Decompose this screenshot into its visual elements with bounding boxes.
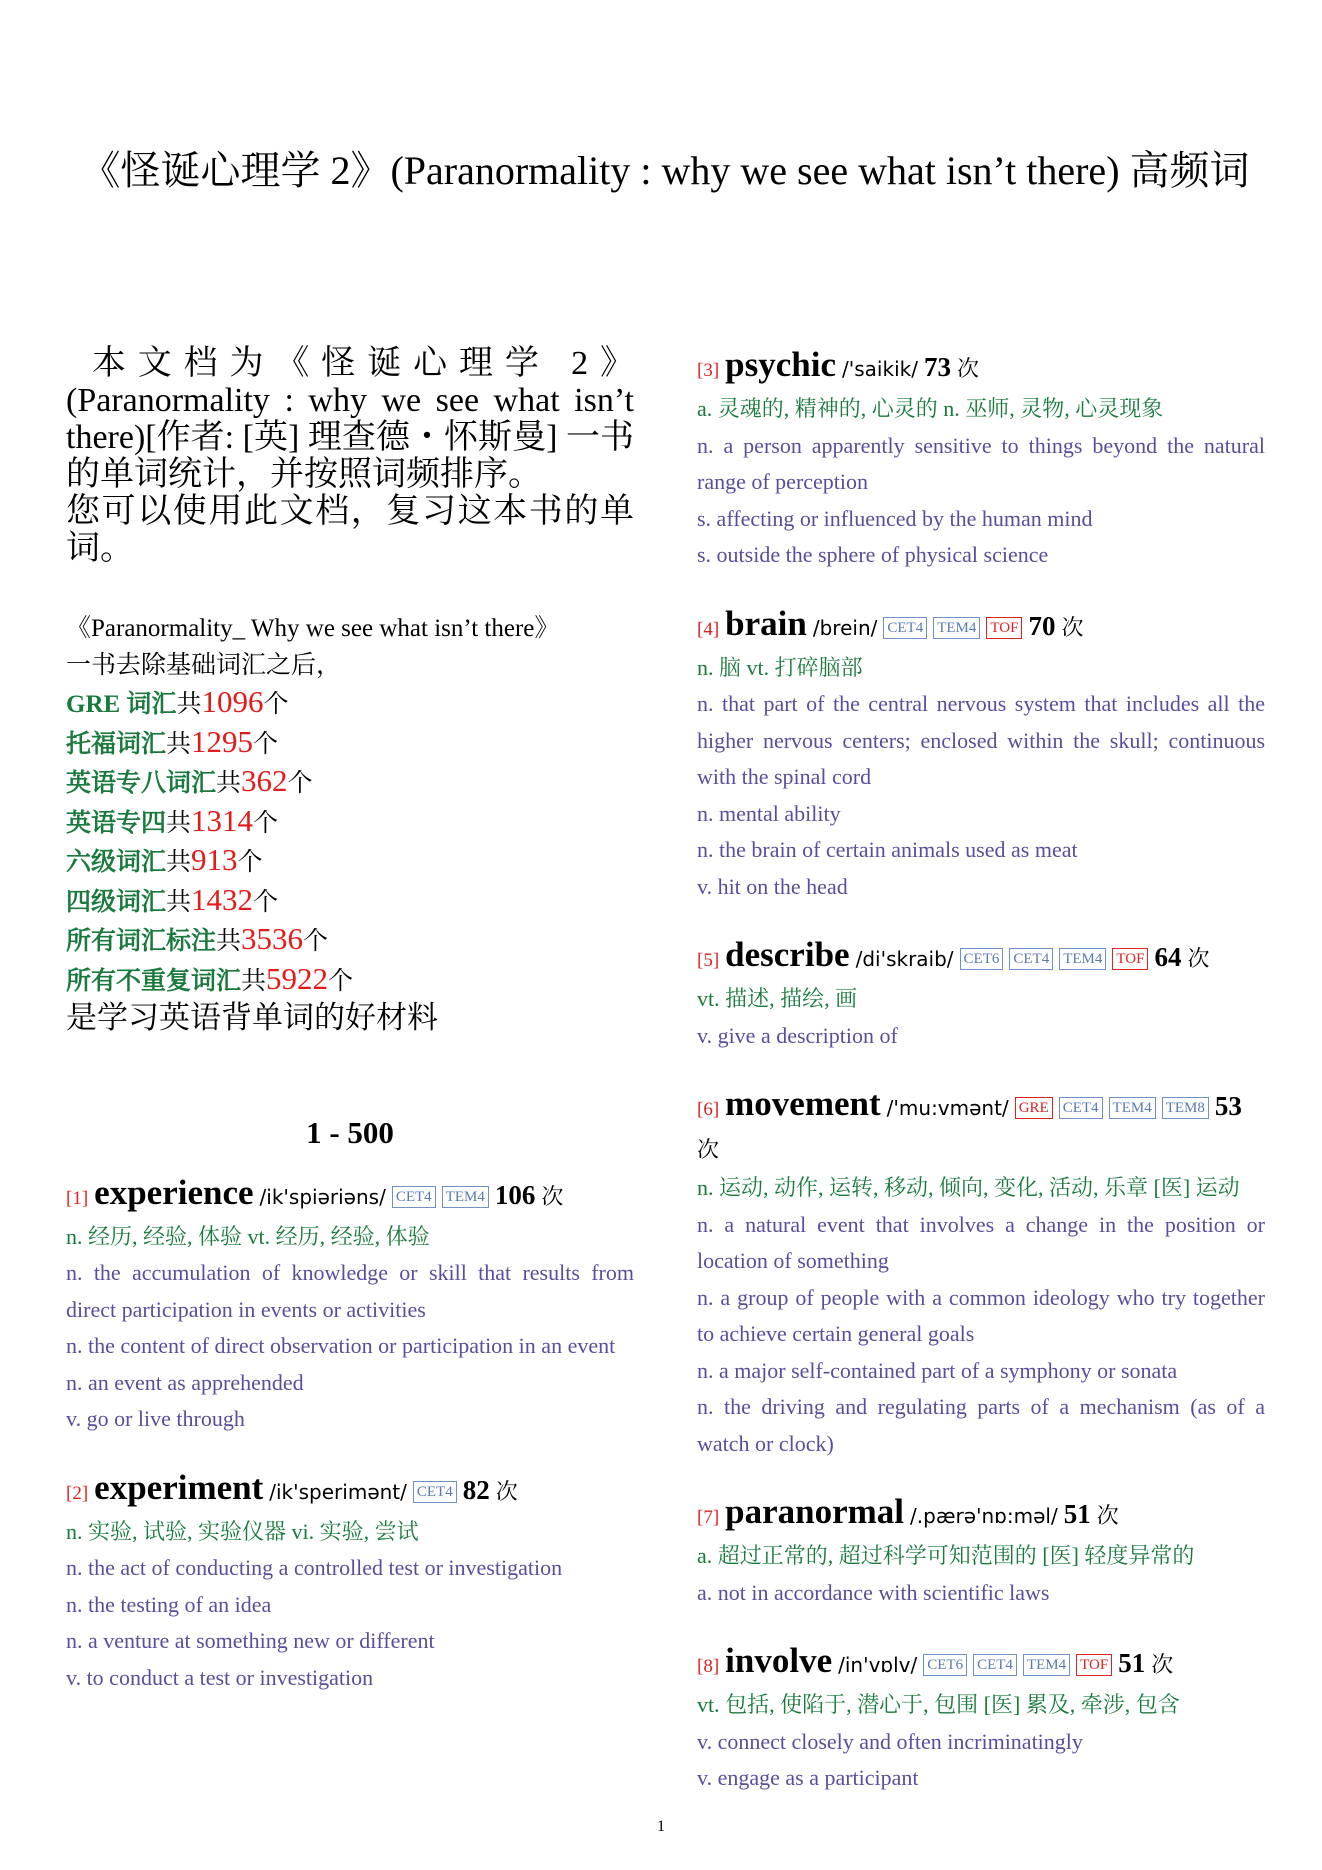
entry-count: 64 [1154, 942, 1182, 972]
entry-definition: n. the brain of certain animals used as meat [697, 837, 1078, 862]
vocab-entry [697, 1641, 1265, 1797]
stats-subtitle: 一书去除基础词汇之后， [66, 651, 342, 679]
stats-label: 六级词汇 [66, 849, 167, 876]
exam-tag-badge: TEM4 [1109, 1097, 1156, 1119]
entry-count: 53 [1214, 1091, 1242, 1121]
entry-index: [1] [66, 1187, 89, 1209]
entry-head [66, 1468, 634, 1514]
stats-item [66, 724, 634, 764]
stats-book-title: 《Paranormality_ Why we see what isn’t there》 [66, 615, 560, 642]
entry-count-unit: 次 [1187, 946, 1210, 971]
stats-unit: 个 [253, 809, 279, 837]
vocab-entry [697, 935, 1265, 1054]
entry-pronunciation: /'mu:vmənt/ [886, 1096, 1009, 1120]
entry-count-unit: 次 [1096, 1503, 1119, 1528]
vocab-entry [697, 1492, 1265, 1611]
entry-pronunciation: /in'vɒlv/ [838, 1653, 918, 1677]
vocab-entry [66, 1173, 634, 1438]
vocab-entry [66, 1468, 634, 1697]
entry-head [697, 935, 1265, 981]
entry-word: experience [94, 1172, 254, 1212]
entry-chinese-meaning: n. 经历, 经验, 体验 vt. 经历, 经验, 体验 [66, 1223, 430, 1249]
entry-pronunciation: /di'skraib/ [855, 947, 954, 971]
entry-definition: n. an event as apprehended [66, 1369, 304, 1395]
stats-gong: 共 [166, 888, 192, 916]
entry-index: [8] [697, 1656, 720, 1677]
exam-tag-badge: CET4 [883, 617, 927, 639]
entry-pronunciation: /'saikik/ [842, 357, 918, 381]
exam-tag-badge: CET4 [973, 1654, 1017, 1676]
entry-chinese-meaning: a. 灵魂的, 精神的, 心灵的 n. 巫师, 灵物, 心灵现象 [697, 396, 1164, 421]
entry-definition: v. hit on the head [697, 873, 848, 899]
stats-gong: 共 [176, 691, 202, 718]
entry-word: paranormal [725, 1492, 905, 1531]
entry-definition: s. outside the sphere of physical science [697, 542, 1049, 567]
entry-head [697, 1084, 1265, 1170]
entry-definition: n. the accumulation of knowledge or skill that results from direct participation in events or activities [66, 1260, 634, 1322]
stats-list [66, 684, 634, 1000]
stats-item [66, 882, 634, 922]
entry-list-left [66, 1173, 634, 1697]
entry-index: [5] [697, 950, 720, 971]
entry-pronunciation: /ik'sperimənt/ [269, 1479, 407, 1504]
stats-label: 所有不重复词汇 [66, 967, 242, 995]
intro-lead: 本文档为《怪诞心理学 2》(Paranormality : why we see what isn’t there)[作者: [英] 理查德・怀斯曼] 一书的单词统计，并按照词频排序。 [66, 345, 634, 493]
document-title: 《怪诞心理学 2》(Paranormality : why we see what isn’t there) 高频词 [80, 148, 1250, 193]
stats-unit: 个 [303, 928, 329, 955]
entry-index: [2] [66, 1482, 89, 1504]
exam-tag-badge: TOF [1076, 1654, 1112, 1676]
entry-pronunciation: /brein/ [812, 615, 878, 640]
entry-count-unit: 次 [1061, 614, 1084, 640]
entry-count-unit: 次 [697, 1137, 720, 1162]
entry-pronunciation: /.pærə'nɒ:məl/ [910, 1504, 1058, 1528]
entry-count-unit: 次 [1151, 1652, 1174, 1677]
entry-count-unit: 次 [541, 1183, 564, 1209]
intro-paragraph [66, 345, 634, 567]
entry-count-unit: 次 [956, 356, 979, 381]
entry-count-unit: 次 [495, 1478, 518, 1504]
entry-chinese-meaning: vt. 描述, 描绘, 画 [697, 986, 858, 1011]
page-number: 1 [657, 1818, 665, 1835]
exam-tag-badge: GRE [1015, 1097, 1053, 1119]
stats-label: 英语专八词汇 [66, 770, 217, 797]
entry-chinese-meaning: a. 超过正常的, 超过科学可知范围的 [医] 轻度异常的 [697, 1543, 1195, 1568]
right-column [697, 345, 1265, 1827]
stats-closing: 是学习英语背单词的好材料 [66, 1000, 438, 1035]
entry-definition: n. a venture at something new or different [66, 1628, 435, 1653]
entry-index: [6] [697, 1099, 720, 1120]
entry-word: movement [725, 1084, 881, 1123]
entry-count: 51 [1118, 1648, 1146, 1678]
stats-item [66, 842, 634, 882]
entry-index: [3] [697, 360, 720, 381]
stats-gong: 共 [216, 928, 242, 955]
exam-tag-badge: TEM4 [442, 1186, 489, 1208]
stats-item [66, 684, 634, 724]
entry-word: describe [725, 935, 850, 974]
stats-count: 3536 [241, 921, 304, 956]
entry-index: [7] [697, 1507, 720, 1528]
entry-definition: n. the act of conducting a controlled test or investigation [66, 1555, 563, 1580]
stats-label: 英语专四 [66, 809, 167, 837]
entry-word: psychic [725, 345, 837, 384]
stats-block [66, 611, 634, 1037]
stats-count: 1314 [191, 802, 254, 838]
entry-pronunciation: /ik'spiəriəns/ [259, 1184, 386, 1209]
entry-word: involve [725, 1641, 833, 1680]
entry-chinese-meaning: n. 脑 vt. 打碎脑部 [697, 654, 863, 680]
stats-gong: 共 [216, 770, 242, 797]
stats-item [66, 921, 634, 961]
entry-definition: n. a person apparently sensitive to things beyond the natural range of perception [697, 432, 1265, 494]
exam-tag-badge: TOF [1112, 948, 1148, 970]
entry-definition: s. affecting or influenced by the human mind [697, 505, 1093, 531]
stats-item [66, 961, 634, 1001]
entry-definition: n. a group of people with a common ideology who try together to achieve certain general goals [697, 1284, 1265, 1346]
stats-gong: 共 [166, 809, 192, 837]
stats-count: 362 [241, 763, 288, 798]
entry-definition: n. the testing of an idea [66, 1591, 272, 1617]
left-column [66, 345, 634, 1726]
stats-unit: 个 [253, 888, 279, 916]
entry-head [697, 1492, 1265, 1538]
stats-unit: 个 [287, 770, 313, 797]
entry-count: 73 [923, 352, 951, 382]
stats-unit: 个 [328, 967, 354, 995]
entry-head [697, 1641, 1265, 1687]
exam-tag-badge: CET4 [413, 1481, 457, 1503]
entry-head [697, 345, 1265, 391]
entry-definition: n. mental ability [697, 800, 841, 826]
stats-label: GRE 词汇 [66, 691, 177, 718]
exam-tag-badge: TEM4 [1023, 1654, 1070, 1676]
stats-count: 1432 [191, 881, 254, 917]
entry-definition: v. connect closely and often incriminatingly [697, 1728, 1083, 1754]
entry-word: brain [725, 603, 807, 643]
stats-label: 托福词汇 [66, 730, 167, 758]
entry-chinese-meaning: n. 实验, 试验, 实验仪器 vi. 实验, 尝试 [66, 1518, 419, 1544]
entry-count: 70 [1028, 610, 1056, 641]
entry-definition: v. go or live through [66, 1406, 245, 1431]
stats-gong: 共 [166, 849, 192, 876]
exam-tag-badge: CET4 [1009, 948, 1053, 970]
stats-count: 1295 [191, 723, 254, 759]
range-heading: 1 - 500 [306, 1114, 394, 1150]
entry-chinese-meaning: n. 运动, 动作, 运转, 移动, 倾向, 变化, 活动, 乐章 [医] 运动 [697, 1175, 1240, 1200]
stats-item [66, 803, 634, 843]
exam-tag-badge: TOF [986, 617, 1022, 639]
entry-definition: v. give a description of [697, 1022, 898, 1048]
stats-item [66, 763, 634, 803]
entry-head [697, 604, 1265, 650]
stats-label: 所有词汇标注 [66, 928, 217, 955]
entry-definition: v. to conduct a test or investigation [66, 1664, 374, 1690]
vocab-entry [697, 345, 1265, 574]
entry-definition: n. a natural event that involves a change in the position or location of something [697, 1211, 1265, 1273]
vocab-entry [697, 1084, 1265, 1462]
entry-definition: n. a major self-contained part of a symphony or sonata [697, 1357, 1178, 1383]
exam-tag-badge: CET4 [392, 1186, 436, 1208]
entry-chinese-meaning: vt. 包括, 使陷于, 潜心于, 包围 [医] 累及, 牵涉, 包含 [697, 1692, 1180, 1717]
stats-count: 1096 [201, 684, 264, 719]
entry-count: 51 [1063, 1499, 1091, 1529]
entry-definition: a. not in accordance with scientific laws [697, 1579, 1050, 1605]
entry-index: [4] [697, 618, 720, 640]
stats-gong: 共 [241, 967, 267, 995]
entry-list-right [697, 345, 1265, 1797]
entry-definition: n. the content of direct observation or participation in an event [66, 1333, 616, 1358]
exam-tag-badge: CET6 [960, 948, 1004, 970]
stats-unit: 个 [237, 849, 263, 876]
exam-tag-badge: CET4 [1059, 1097, 1103, 1119]
entry-word: experiment [94, 1467, 264, 1507]
entry-count: 82 [462, 1474, 490, 1505]
entry-head [66, 1173, 634, 1219]
intro-use: 您可以使用此文档，复习这本书的单词。 [66, 493, 634, 567]
exam-tag-badge: CET6 [923, 1654, 967, 1676]
stats-gong: 共 [166, 730, 192, 758]
entry-definition: n. the driving and regulating parts of a mechanism (as of a watch or clock) [697, 1394, 1265, 1456]
exam-tag-badge: TEM8 [1162, 1097, 1209, 1119]
exam-tag-badge: TEM4 [933, 617, 980, 639]
stats-label: 四级词汇 [66, 888, 167, 916]
entry-definition: n. that part of the central nervous system that includes all the higher nervous centers; enclosed within the skull; continuous with the spinal cord [697, 691, 1265, 789]
stats-count: 5922 [266, 960, 329, 996]
vocab-entry [697, 604, 1265, 906]
stats-count: 913 [191, 842, 238, 877]
exam-tag-badge: TEM4 [1059, 948, 1106, 970]
stats-unit: 个 [263, 691, 289, 718]
entry-count: 106 [494, 1179, 536, 1210]
stats-unit: 个 [253, 730, 279, 758]
entry-definition: v. engage as a participant [697, 1765, 919, 1790]
